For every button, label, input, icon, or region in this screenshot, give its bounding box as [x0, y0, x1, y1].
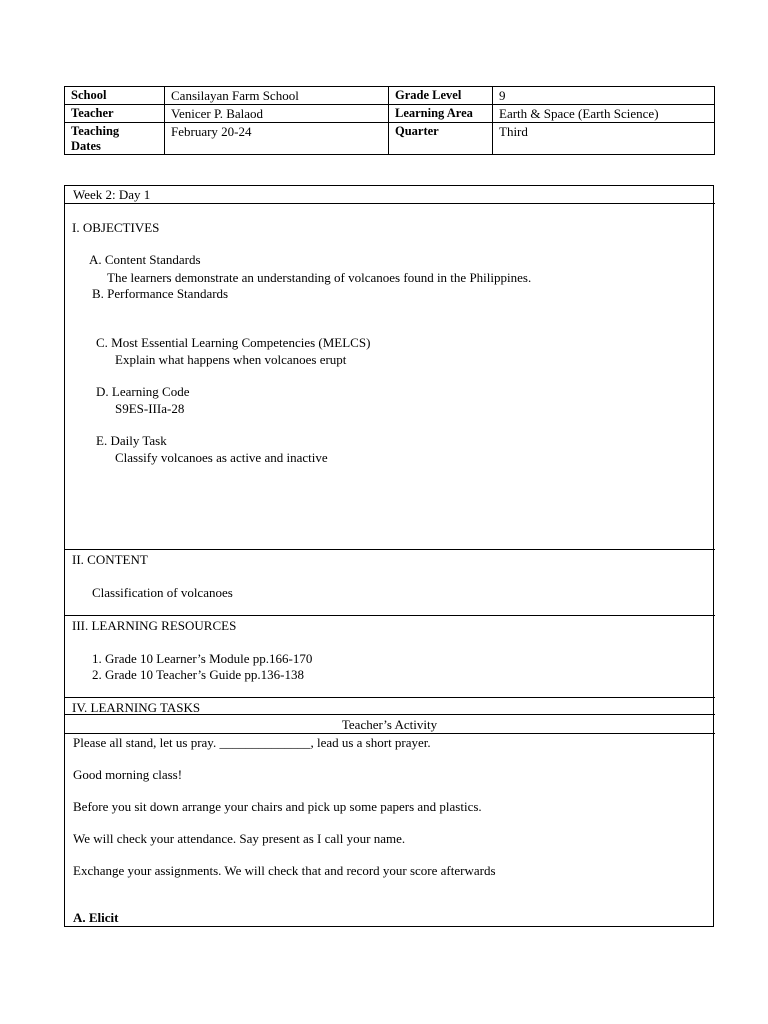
header-info-table: [64, 86, 715, 155]
quarter-value: Third: [493, 123, 715, 155]
teaching-dates-value: February 20-24: [165, 123, 389, 155]
resources-heading: III. LEARNING RESOURCES: [72, 618, 237, 633]
content-heading: II. CONTENT: [72, 552, 148, 567]
teaching-dates-label-line1: Teaching: [71, 124, 120, 138]
activity-line-prayer: Please all stand, let us pray. ______________, lead us a short prayer.: [73, 735, 431, 750]
learning-code-title: D. Learning Code: [96, 384, 190, 399]
melcs-title: C. Most Essential Learning Competencies (MELCS): [96, 335, 371, 350]
learning-code-text: S9ES-IIIa-28: [115, 401, 185, 416]
melcs-text: Explain what happens when volcanoes erupt: [115, 352, 347, 367]
school-value: Cansilayan Farm School: [165, 87, 389, 105]
activity-line-chairs: Before you sit down arrange your chairs and pick up some papers and plastics.: [73, 799, 482, 814]
performance-standards-title: B. Performance Standards: [92, 286, 229, 301]
resource-item-2: 2. Grade 10 Teacher’s Guide pp.136-138: [92, 667, 304, 682]
content-text: Classification of volcanoes: [92, 585, 233, 600]
teaching-dates-label: [65, 123, 165, 155]
teachers-activity-header: Teacher’s Activity: [341, 717, 438, 732]
activity-line-greeting: Good morning class!: [73, 767, 183, 782]
learning-area-value: Earth & Space (Earth Science): [493, 105, 715, 123]
divider-week: [64, 203, 715, 204]
quarter-label: Quarter: [389, 123, 493, 155]
school-label: School: [65, 87, 165, 105]
objectives-heading: I. OBJECTIVES: [72, 220, 160, 235]
divider-content: [64, 615, 715, 616]
resource-item-1: 1. Grade 10 Learner’s Module pp.166-170: [92, 651, 313, 666]
divider-resources: [64, 697, 715, 698]
divider-objectives: [64, 549, 715, 550]
grade-level-value: 9: [493, 87, 715, 105]
learning-tasks-heading: IV. LEARNING TASKS: [72, 700, 201, 715]
teacher-label: Teacher: [65, 105, 165, 123]
activity-line-assignments: Exchange your assignments. We will check that and record your score afterwards: [73, 863, 496, 878]
learning-area-label: Learning Area: [389, 105, 493, 123]
divider-activity-header: [64, 733, 715, 734]
teaching-dates-label-line2: Dates: [71, 139, 101, 153]
activity-line-attendance: We will check your attendance. Say present as I call your name.: [73, 831, 406, 846]
grade-level-label: Grade Level: [389, 87, 493, 105]
teacher-value: Venicer P. Balaod: [165, 105, 389, 123]
elicit-heading: A. Elicit: [73, 910, 119, 925]
week-day-label: Week 2: Day 1: [73, 187, 151, 202]
daily-task-title: E. Daily Task: [96, 433, 167, 448]
content-standards-title: A. Content Standards: [89, 252, 201, 267]
content-standards-text: The learners demonstrate an understanding of volcanoes found in the Philippines.: [107, 270, 532, 285]
daily-task-text: Classify volcanoes as active and inactive: [115, 450, 328, 465]
